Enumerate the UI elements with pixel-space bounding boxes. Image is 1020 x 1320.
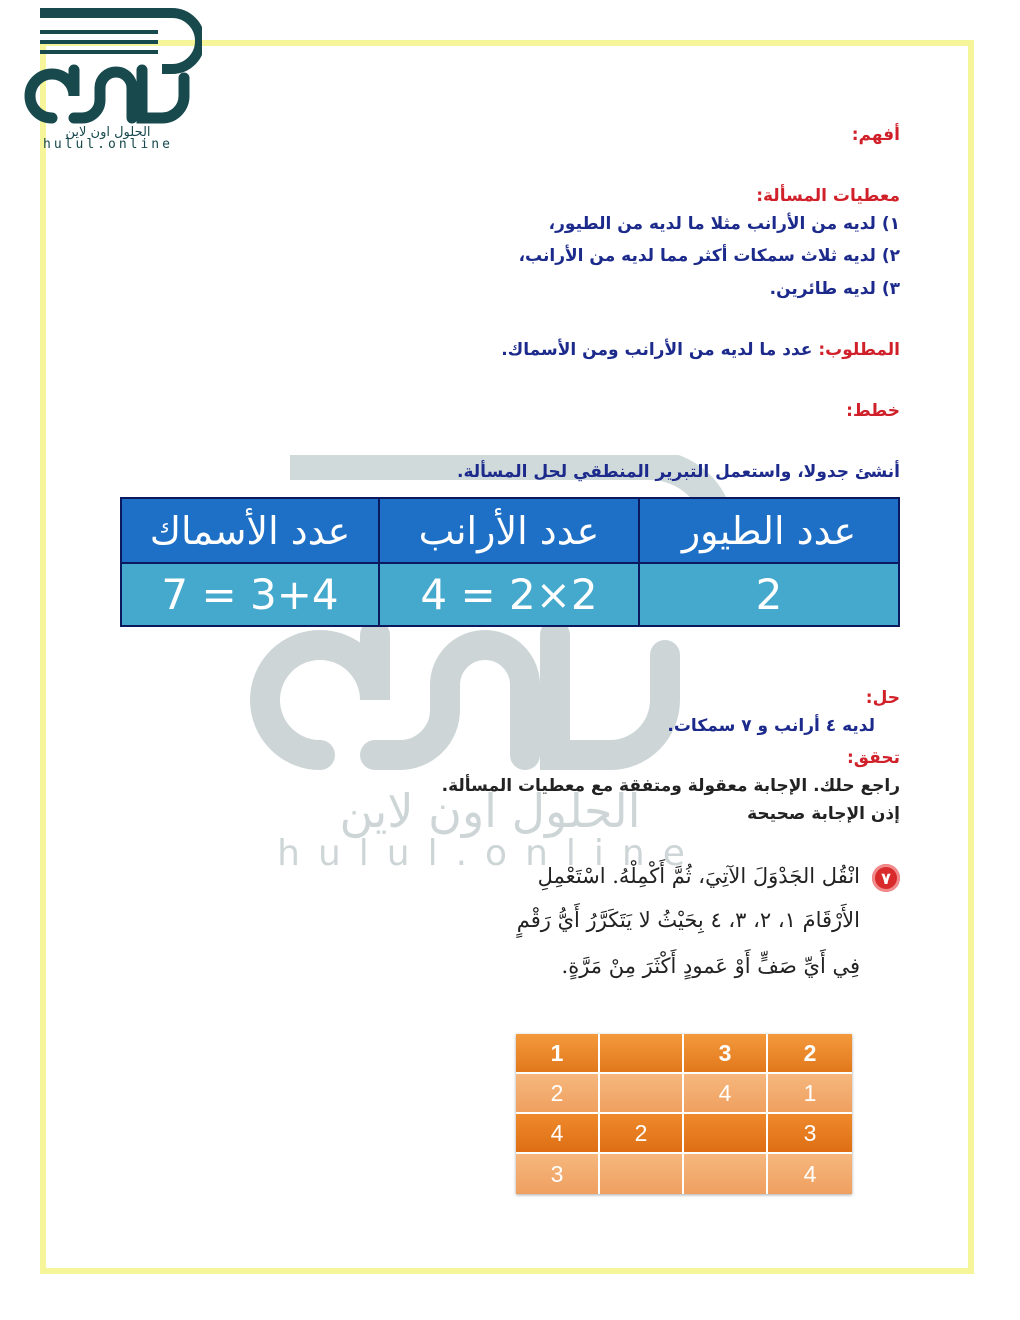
grid-cell: 3: [516, 1154, 600, 1194]
grid-cell: [600, 1154, 684, 1194]
svg-text:hulul.online: hulul.online: [43, 137, 173, 148]
grid-cell: 2: [600, 1114, 684, 1154]
grid-cell: 1: [516, 1034, 600, 1074]
exercise-line-3: فِي أَيِّ صَفٍّ أَوْ عَمودٍ أَكْثَرَ مِنْ مَرَّةٍ.: [561, 954, 860, 978]
grid-cell: 2: [516, 1074, 600, 1114]
birds-rabbits-fish-table: [120, 497, 900, 627]
required-label: المطلوب:: [818, 340, 900, 360]
grid-cell: 4: [516, 1114, 600, 1154]
grid-cell: [684, 1154, 768, 1194]
svg-text:الحلول اون لاين: الحلول اون لاين: [339, 784, 641, 838]
given-item-2: ٢) لديه ثلاث سمكات أكثر مما لديه من الأرانب،: [518, 246, 900, 266]
grid-cell: 2: [768, 1034, 852, 1074]
table-header-birds: عدد الطيور: [640, 499, 898, 564]
required-line: [501, 340, 900, 360]
table-value-fish: 7 = 3+4: [122, 564, 380, 625]
grid-cell: 3: [768, 1114, 852, 1154]
grid-cell: 4: [684, 1074, 768, 1114]
hulul-logo: [12, 8, 202, 148]
grid-cell: 1: [768, 1074, 852, 1114]
required-text: عدد ما لديه من الأرانب ومن الأسماك.: [501, 340, 813, 360]
given-item-1: ١) لديه من الأرانب مثلا ما لديه من الطيور،: [548, 214, 900, 234]
grid-cell: 4: [768, 1154, 852, 1194]
understand-heading: أفهم:: [851, 125, 900, 145]
plan-heading: خطط:: [846, 401, 900, 421]
check-heading: تحقق:: [847, 748, 900, 768]
table-header-rabbits: عدد الأرانب: [380, 499, 640, 564]
exercise-number-badge: ٧: [872, 864, 900, 892]
table-header-fish: عدد الأسماك: [122, 499, 380, 564]
check-line-1: راجع حلك. الإجابة معقولة ومتفقة مع معطيات المسألة.: [441, 776, 900, 796]
svg-text:hulul.online: hulul.online: [277, 833, 703, 874]
number-grid: [516, 1034, 852, 1194]
grid-cell: 3: [684, 1034, 768, 1074]
exercise-line-2: الأَرْقَامَ ١، ٢، ٣، ٤ بِحَيْثُ لا يَتَكَرَّرُ أَيُّ رَقْمٍ: [516, 908, 860, 932]
grid-cell: [684, 1114, 768, 1154]
exercise-line-1: انْقُل الجَدْوَلَ الآتِيَ، ثُمَّ أَكْمِلْهُ. اسْتَعْمِلِ: [537, 864, 860, 888]
solve-heading: حل:: [865, 688, 900, 708]
given-item-3: ٣) لديه طائرين.: [769, 279, 900, 299]
plan-text: أنشئ جدولا، واستعمل التبرير المنطقي لحل المسألة.: [457, 462, 900, 482]
table-value-birds: 2: [640, 564, 898, 625]
exercise-excerpt: [455, 862, 900, 992]
grid-cell: [600, 1034, 684, 1074]
solve-text: لديه ٤ أرانب و ٧ سمكات.: [667, 716, 875, 736]
check-line-2: إذن الإجابة صحيحة: [747, 804, 900, 824]
grid-cell: [600, 1074, 684, 1114]
svg-text:الحلول اون لاين: الحلول اون لاين: [65, 125, 151, 140]
table-value-rabbits: 4 = 2×2: [380, 564, 640, 625]
givens-heading: معطيات المسألة:: [756, 186, 900, 206]
